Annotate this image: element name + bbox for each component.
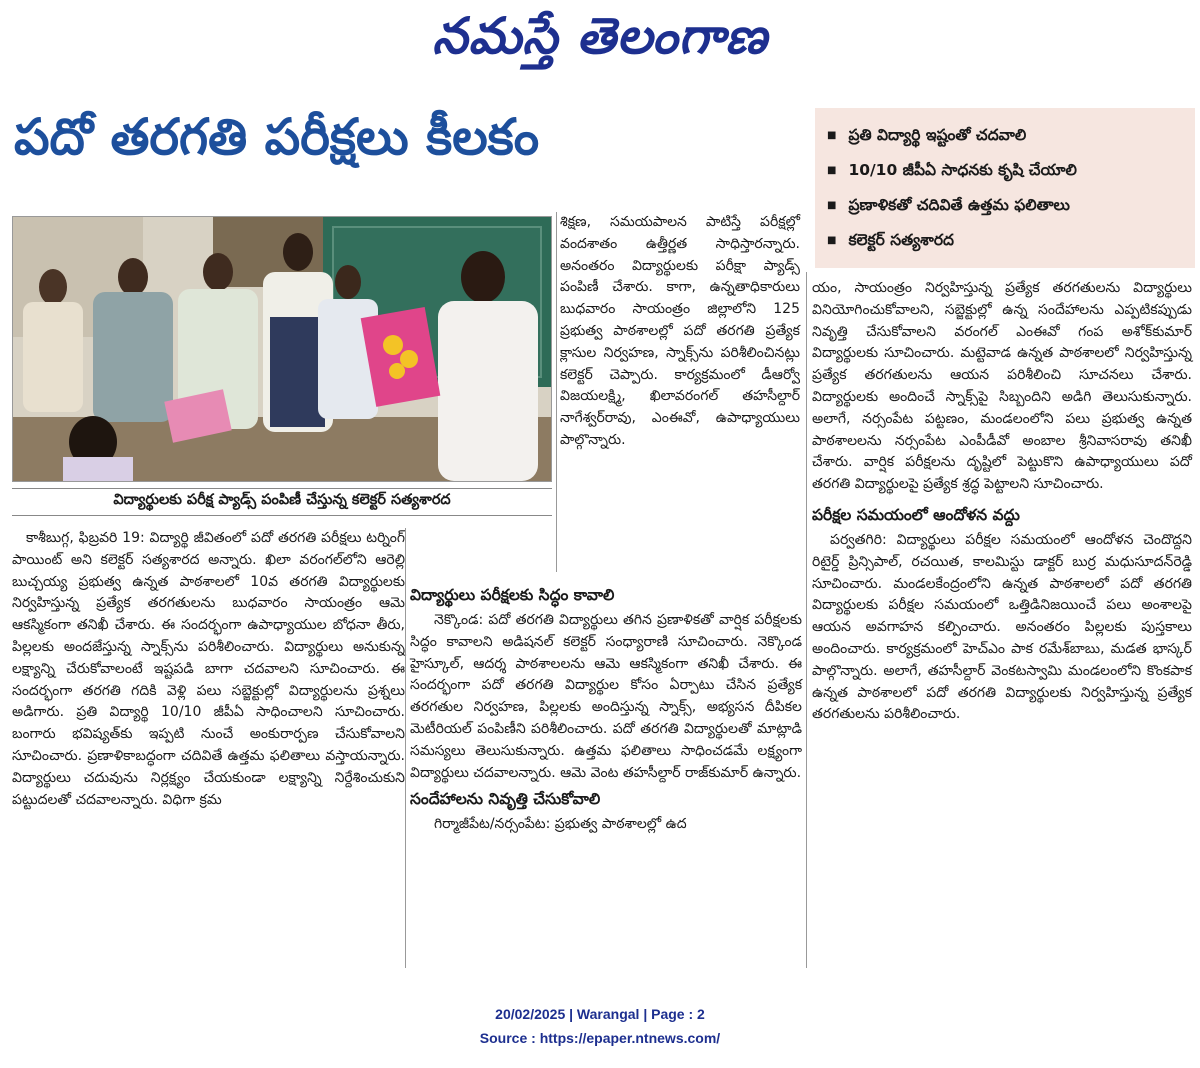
photo-caption: విద్యార్థులకు పరీక్ష ప్యాడ్స్ పంపిణీ చేస్తున్న కలెక్టర్ సత్యశారద <box>12 488 552 516</box>
article-paragraph: యం, సాయంత్రం నిర్వహిస్తున్న ప్రత్యేక తరగతులను విద్యార్థులు వినియోగించుకోవాలని, సబ్జెక్టుల్లో ఉన్న సందేహాలను ఎప్పటికప్పుడు నివృత్తి చేసుకోవాలని వరంగల్ ఎంఈవో గంప అశోక్‌కుమార్ విద్యార్థులకు సూచించారు. మట్టెవాడ ఉన్నత పాఠశాలలో నిర్వహిస్తున్న ప్రత్యేక తరగతులను ఆయన పరిశీలించి సూచనలు చేశారు. విద్యార్థులకు అందించే స్నాక్స్‌పై సిబ్బందిని అడిగి తెలుసుకున్నారు. అలాగే, నర్సంపేట పట్టణం, మండలంలోని పలు ప్రభుత్వ ఉన్నత పాఠశాలలను నర్సంపేట ఎంపీడీవో అంబాల శ్రీనివాసరావు తనిఖీ చేశారు. వార్షిక పరీక్షలను దృష్టిలో పెట్టుకొని ఉపాధ్యాయులు పదో తరగతి విద్యార్థులపై ప్రత్యేక శ్రద్ధ పెట్టాలని సూచించారు. <box>812 280 1192 493</box>
subheading: పరీక్షల సమయంలో ఆందోళన వద్దు <box>812 505 1020 524</box>
highlight-item: ■ కలెక్టర్ సత్యశారద <box>827 223 1195 258</box>
subheading: సందేహాలను నివృత్తి చేసుకోవాలి <box>410 790 601 809</box>
column-divider <box>806 272 807 968</box>
article-photo <box>12 216 552 482</box>
column-divider <box>556 212 557 572</box>
article-column-2-top <box>560 212 800 452</box>
newspaper-masthead: నమస్తే తెలంగాణ <box>432 6 768 65</box>
article-headline: పదో తరగతి పరీక్షలు కీలకం <box>14 108 540 166</box>
highlight-item: ■ ప్రణాళికతో చదివితే ఉత్తమ ఫలితాలు <box>827 188 1195 223</box>
article-column-1 <box>12 528 405 811</box>
subheading: విద్యార్థులు పరీక్షలకు సిద్ధం కావాలి <box>410 586 615 604</box>
highlight-item: ■ 10/10 జీపీఏ సాధనకు కృషి చేయాలి <box>827 153 1195 188</box>
footer-source: Source : https://epaper.ntnews.com/ <box>479 1030 721 1046</box>
article-paragraph: పర్వతగిరి: విద్యార్థులు పరీక్షల సమయంలో ఆందోళన చెందొద్దని రిటైర్డ్ ప్రిన్సిపాల్, రచయిత, కాలమిస్టు డాక్టర్ బుర్ర మధుసూదన్‌రెడ్డి సూచించారు. మండలకేంద్రంలోని ఉన్నత పాఠశాలలో పదో తరగతి విద్యార్థులకు పరీక్షల సమయంలో ఒత్తిడినిజయించే పలు అంశాలపై ఆయన అవగాహన కల్పించారు. అనంతరం పిల్లలకు పుస్తకాలు అందించారు. కార్యక్రమంలో హెచ్‌ఎం పాక రమేశ్‌బాబు, మడత భాస్కర్ పాల్గొన్నారు. అలాగే, తహసీల్దార్ వెంకటస్వామి మండలంలోని కొంకపాక ఉన్నత పాఠశాలలో పదో తరగతి విద్యార్థులకు నిర్వహిస్తున్న ప్రత్యేక తరగతులను పరిశీలించారు. <box>812 531 1192 723</box>
article-column-2 <box>410 580 802 836</box>
article-paragraph: నెక్కొండ: పదో తరగతి విద్యార్థులు తగిన ప్రణాళికతో వార్షిక పరీక్షలకు సిద్ధం కావాలని అడిషనల్ కలెక్టర్ సంధ్యారాణి సూచించారు. నెక్కొండ హైస్కూల్, ఆదర్శ పాఠశాలలను ఆమె ఆకస్మికంగా తనిఖీ చేశారు. ఈ సందర్భంగా పదో తరగతి విద్యార్థుల కోసం ఏర్పాటు చేసిన ప్రత్యేక తరగతుల నిర్వహణ, పిల్లలకు అందిస్తున్న స్నాక్స్, అభ్యసన దీపికల మెటీరియల్ పంపిణీని పరిశీలించారు. పదో తరగతి విద్యార్థులతో మాట్లాడి సమస్యలు తెలుసుకున్నారు. ఉత్తమ ఫలితాలు సాధించడమే లక్ష్యంగా విద్యార్థులు చదవాలన్నారు. ఆమె వెంట తహసీల్దార్ రాజ్‌కుమార్ ఉన్నారు. <box>410 612 802 781</box>
footer-date-edition: 20/02/2025 | Warangal | Page : 2 <box>495 1006 705 1022</box>
column-divider <box>405 528 406 968</box>
photo-illustration <box>13 217 551 481</box>
article-paragraph: శిక్షణ, సమయపాలన పాటిస్తే పరీక్షల్లో వందశాతం ఉత్తీర్ణత సాధిస్తారన్నారు. అనంతరం విద్యార్థులకు పరీక్షా ప్యాడ్స్ పంపిణీ చేశారు. కాగా, ఉన్నతాధికారులు బుధవారం సాయంత్రం జిల్లాలోని 125 ప్రభుత్వ పాఠశాలల్లో పదో తరగతి ప్రత్యేక క్లాసుల నిర్వహణ, స్నాక్స్‌ను పరిశీలించినట్లు కలెక్టర్ చెప్పారు. కార్యక్రమంలో డీఆర్వో విజయలక్ష్మి, ఖిలావరంగల్ తహసీల్దార్ నాగేశ్వర్‌రావు, ఎంఈవో, ఉపాధ్యాయులు పాల్గొన్నారు. <box>560 214 800 448</box>
article-paragraph: గిర్మాజీపేట/నర్సంపేట: ప్రభుత్వ పాఠశాలల్లో ఉద <box>434 816 687 833</box>
article-column-3 <box>812 278 1192 726</box>
article-paragraph: కాశీబుగ్గ, ఫిబ్రవరి 19: విద్యార్థి జీవితంలో పదో తరగతి పరీక్షలు టర్నింగ్ పాయింట్ అని కలెక్టర్ సత్యశారద అన్నారు. ఖిలా వరంగల్‌లోని ఆరెల్లి బుచ్చయ్య ప్రభుత్వ ఉన్నత పాఠశాలలో 10వ తరగతి విద్యార్థులకు నిర్వహిస్తున్న ప్రత్యేక తరగతులను బుధవారం సాయంత్రం ఆమె ఆకస్మికంగా తనిఖీ చేశారు. ఈ సందర్భంగా ఉపాధ్యాయుల బోధనా తీరు, పిల్లలకు అందజేస్తున్న స్నాక్స్‌ను పరిశీలించారు. విద్యార్థులు అనుకున్న లక్ష్యాన్ని చేరుకోవాలంటే ఇష్టపడి బాగా చదవాలని సూచించారు. ఈ సందర్భంగా తరగతి గదికి వెళ్లి పలు సబ్జెక్టుల్లో విద్యార్థులను ప్రశ్నలు అడిగారు. ప్రతి విద్యార్థి 10/10 జీపీఏ సాధించాలని సూచించారు. బంగారు భవిష్యత్‌కు ఇప్పటి నుంచే అంకురార్పణ చేసుకోవాలని సూచించారు. ప్రణాళికాబద్ధంగా చదివితే ఉత్తమ ఫలితాలు వస్తాయన్నారు. విద్యార్థులు చదువును నిర్లక్ష్యం చేయకుండా లక్ష్యాన్ని నిర్దేశించుకుని పట్టుదలతో చదవాలన్నారు. విధిగా క్రమ <box>12 530 405 808</box>
highlight-item: ■ ప్రతి విద్యార్థి ఇష్టంతో చదవాలి <box>827 118 1195 153</box>
highlights-box <box>815 108 1195 268</box>
